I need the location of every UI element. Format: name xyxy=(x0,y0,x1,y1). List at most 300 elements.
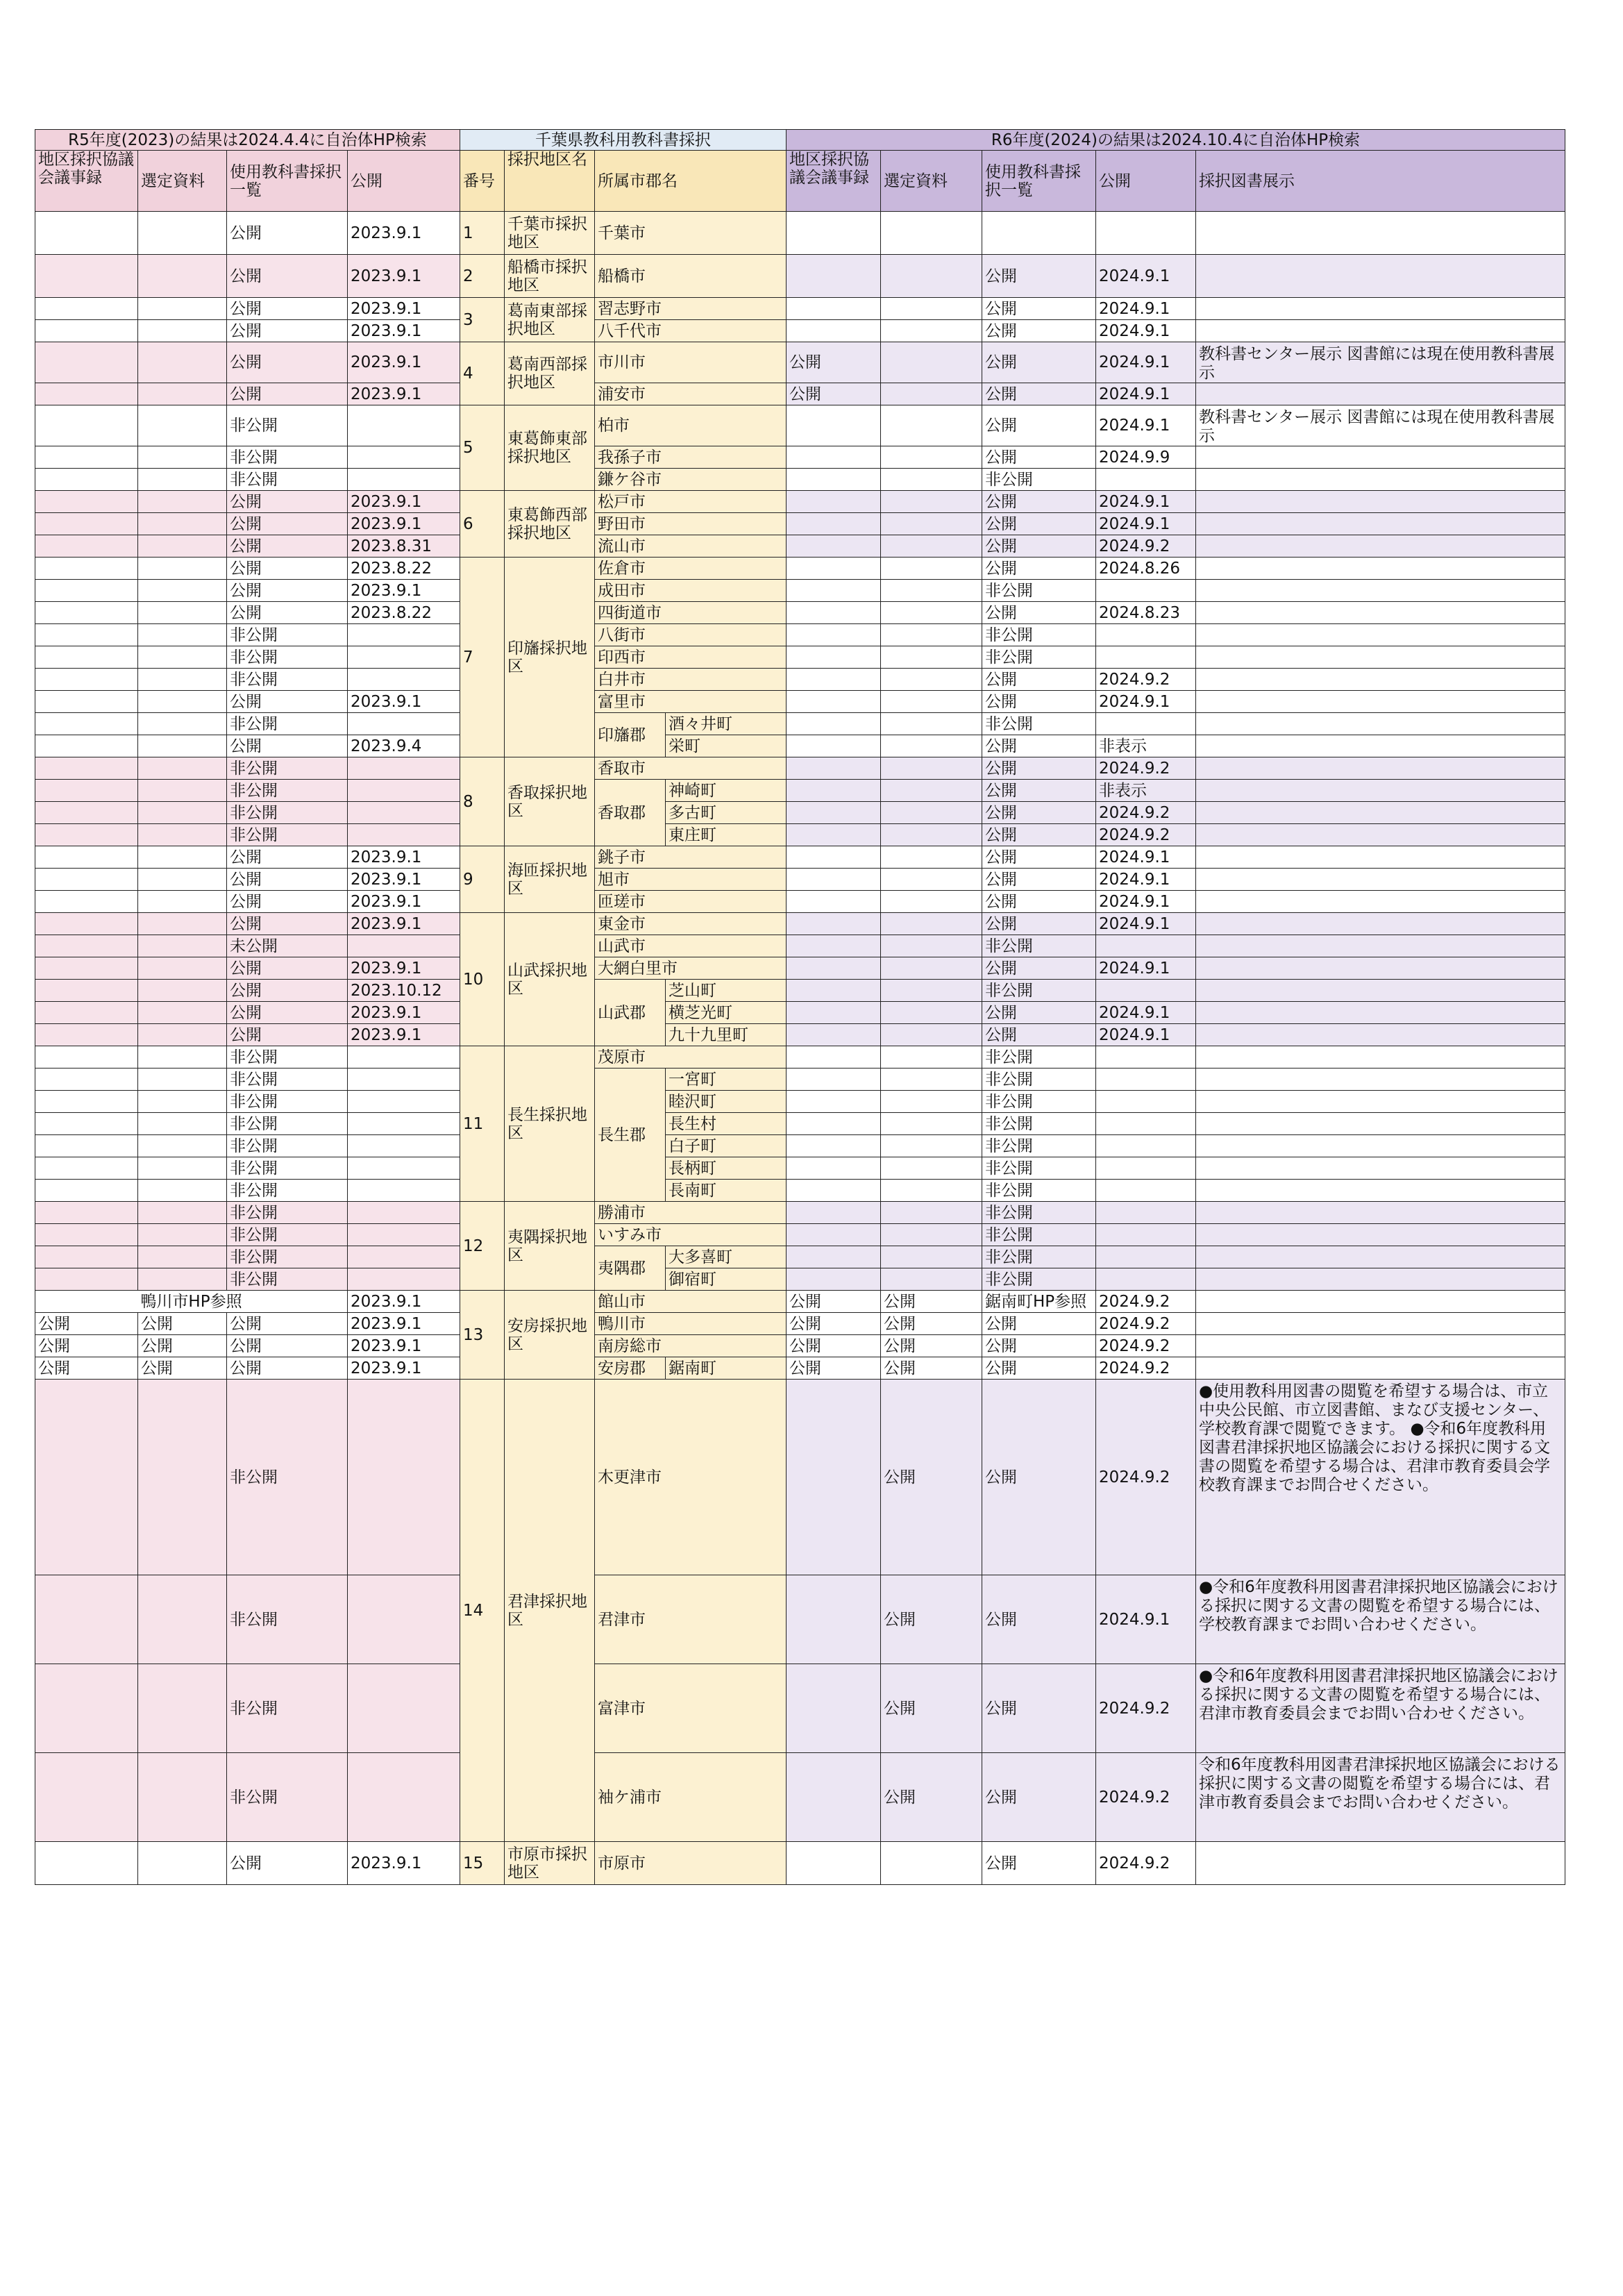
r6-list-cell: 公開 xyxy=(982,513,1096,535)
r6-list-cell: 公開 xyxy=(982,1575,1096,1664)
r6-selection-cell xyxy=(881,1113,982,1135)
r5-selection-cell xyxy=(138,1135,227,1157)
r6-date-cell: 2024.9.1 xyxy=(1096,891,1196,913)
r5-list-cell: 公開 xyxy=(227,980,348,1002)
municipality-cell: 長南町 xyxy=(666,1180,787,1202)
table-row xyxy=(35,1091,1565,1113)
r5-list-cell: 非公開 xyxy=(227,1180,348,1202)
r5-minutes-cell xyxy=(35,669,138,691)
r5-date-cell: 2023.9.1 xyxy=(348,869,460,891)
r5-minutes-cell xyxy=(35,1157,138,1180)
r6-exhibit-cell xyxy=(1196,869,1565,891)
r6-list-cell: 公開 xyxy=(982,669,1096,691)
r5-list-cell: 公開 xyxy=(227,491,348,513)
r6-list-cell: 非公開 xyxy=(982,624,1096,646)
r6-selection-cell xyxy=(881,802,982,824)
r6-selection-cell: 公開 xyxy=(881,1753,982,1842)
r6-selection-cell xyxy=(881,558,982,580)
municipality-cell: 館山市 xyxy=(595,1291,787,1313)
r6-list-cell: 公開 xyxy=(982,491,1096,513)
r5-list-cell: 公開 xyxy=(227,1024,348,1046)
r5-date-cell xyxy=(348,405,460,446)
r6-exhibit-cell xyxy=(1196,1842,1565,1885)
r5-minutes-cell xyxy=(35,1091,138,1113)
header-number: 番号 xyxy=(460,151,505,212)
r6-selection-cell: 公開 xyxy=(881,1575,982,1664)
r5-minutes-cell xyxy=(35,383,138,405)
r5-selection-cell xyxy=(138,935,227,957)
r6-date-cell xyxy=(1096,1091,1196,1113)
r6-date-cell xyxy=(1096,1113,1196,1135)
table-row xyxy=(35,1380,1565,1575)
r6-selection-cell xyxy=(881,913,982,935)
r5-minutes-cell xyxy=(35,580,138,602)
number-cell: 4 xyxy=(460,342,505,405)
r5-selection-cell xyxy=(138,1380,227,1575)
r5-selection-cell xyxy=(138,1157,227,1180)
r6-list-cell: 非公開 xyxy=(982,1268,1096,1291)
r5-selection-cell xyxy=(138,780,227,802)
r6-selection-cell xyxy=(881,1246,982,1268)
municipality-cell: 栄町 xyxy=(666,735,787,757)
r5-minutes-cell xyxy=(35,624,138,646)
r5-selection-cell xyxy=(138,342,227,383)
county-cell: 安房郡 xyxy=(595,1357,666,1380)
r5-minutes-cell xyxy=(35,446,138,469)
r5-date-cell: 2023.9.1 xyxy=(348,1002,460,1024)
r6-date-cell xyxy=(1096,580,1196,602)
r5-list-cell: 非公開 xyxy=(227,1575,348,1664)
r5-list-cell: 公開 xyxy=(227,691,348,713)
r6-date-cell: 2024.8.26 xyxy=(1096,558,1196,580)
r5-selection-cell xyxy=(138,580,227,602)
r5-list-cell: 公開 xyxy=(227,602,348,624)
r6-minutes-cell xyxy=(787,1664,881,1753)
r6-exhibit-cell xyxy=(1196,1046,1565,1069)
municipality-cell: 銚子市 xyxy=(595,846,787,869)
r6-date-cell: 2024.9.1 xyxy=(1096,869,1196,891)
r5-list-cell: 公開 xyxy=(227,535,348,558)
r6-date-cell xyxy=(1096,1202,1196,1224)
table-row xyxy=(35,646,1565,669)
r6-minutes-cell xyxy=(787,980,881,1002)
table-row xyxy=(35,780,1565,802)
table-row xyxy=(35,446,1565,469)
r6-minutes-cell xyxy=(787,320,881,342)
r5-list-cell: 公開 xyxy=(227,383,348,405)
r5-date-cell xyxy=(348,1575,460,1664)
table-row xyxy=(35,1753,1565,1842)
number-cell: 1 xyxy=(460,212,505,255)
r6-date-cell: 2024.9.1 xyxy=(1096,491,1196,513)
municipality-cell: 旭市 xyxy=(595,869,787,891)
r5-minutes-cell xyxy=(35,735,138,757)
r5-minutes-cell xyxy=(35,869,138,891)
r5-date-cell: 2023.9.1 xyxy=(348,342,460,383)
r5-date-cell xyxy=(348,1202,460,1224)
r5-list-cell: 公開 xyxy=(227,1313,348,1335)
county-cell: 印旛郡 xyxy=(595,713,666,757)
r6-minutes-cell xyxy=(787,802,881,824)
r6-selection-cell xyxy=(881,624,982,646)
municipality-cell: 一宮町 xyxy=(666,1069,787,1091)
r6-exhibit-cell xyxy=(1196,1246,1565,1268)
r5-minutes-cell xyxy=(35,558,138,580)
r5-selection-cell xyxy=(138,1046,227,1069)
r6-minutes-cell xyxy=(787,1202,881,1224)
r6-date-cell: 2024.9.2 xyxy=(1096,1753,1196,1842)
table-row xyxy=(35,713,1565,735)
r6-minutes-cell xyxy=(787,1002,881,1024)
r5-minutes-cell xyxy=(35,1113,138,1135)
r6-selection-cell xyxy=(881,212,982,255)
r5-list-cell: 公開 xyxy=(227,320,348,342)
r5-date-cell xyxy=(348,1380,460,1575)
r5-minutes-cell xyxy=(35,1180,138,1202)
municipality-cell: 鴨川市 xyxy=(595,1313,787,1335)
r5-date-cell xyxy=(348,1069,460,1091)
municipality-cell: 袖ケ浦市 xyxy=(595,1753,787,1842)
municipality-cell: 芝山町 xyxy=(666,980,787,1002)
r6-selection-cell xyxy=(881,691,982,713)
r5-minutes-cell xyxy=(35,491,138,513)
r5-date-cell: 2023.9.1 xyxy=(348,1842,460,1885)
municipality-cell: 香取市 xyxy=(595,757,787,780)
r5-selection-cell xyxy=(138,891,227,913)
r5-minutes-cell xyxy=(35,1246,138,1268)
r6-date-cell: 2024.9.1 xyxy=(1096,913,1196,935)
district-cell: 船橋市採択地区 xyxy=(505,255,595,298)
district-cell: 千葉市採択地区 xyxy=(505,212,595,255)
r6-date-cell: 2024.9.1 xyxy=(1096,405,1196,446)
table-row xyxy=(35,846,1565,869)
header-r5-list: 使用教科書採択一覧 xyxy=(227,151,348,212)
r6-exhibit-cell xyxy=(1196,1157,1565,1180)
r6-minutes-cell xyxy=(787,624,881,646)
r6-minutes-cell xyxy=(787,298,881,320)
municipality-cell: 多古町 xyxy=(666,802,787,824)
r6-selection-cell xyxy=(881,405,982,446)
district-cell: 長生採択地区 xyxy=(505,1046,595,1202)
r6-minutes-cell: 公開 xyxy=(787,1291,881,1313)
r6-minutes-cell xyxy=(787,713,881,735)
adoption-table xyxy=(35,129,1565,1885)
r6-list-cell: 公開 xyxy=(982,602,1096,624)
r6-selection-cell xyxy=(881,469,982,491)
r6-selection-cell xyxy=(881,735,982,757)
r6-date-cell: 2024.9.2 xyxy=(1096,1291,1196,1313)
r5-list-cell: 非公開 xyxy=(227,405,348,446)
municipality-cell: 木更津市 xyxy=(595,1380,787,1575)
r5-date-cell: 2023.9.1 xyxy=(348,212,460,255)
r6-list-cell: 公開 xyxy=(982,405,1096,446)
r5-minutes-cell xyxy=(35,913,138,935)
r5-selection-cell xyxy=(138,513,227,535)
r5-selection-cell xyxy=(138,212,227,255)
r5-minutes-cell xyxy=(35,405,138,446)
r6-list-cell: 公開 xyxy=(982,1380,1096,1575)
table-row xyxy=(35,342,1565,383)
r6-selection-cell xyxy=(881,891,982,913)
r5-date-cell: 2023.9.1 xyxy=(348,846,460,869)
r6-exhibit-cell xyxy=(1196,980,1565,1002)
r6-list-cell: 非公開 xyxy=(982,1113,1096,1135)
municipality-cell: 東庄町 xyxy=(666,824,787,846)
r6-minutes-cell xyxy=(787,780,881,802)
r5-list-cell: 非公開 xyxy=(227,1246,348,1268)
municipality-cell: 八街市 xyxy=(595,624,787,646)
r5-banner: R5年度(2023)の結果は2024.4.4に自治体HP検索 xyxy=(35,130,460,151)
r6-selection-cell: 公開 xyxy=(881,1291,982,1313)
r5-date-cell: 2023.9.4 xyxy=(348,735,460,757)
r5-list-cell: 公開 xyxy=(227,298,348,320)
r5-date-cell: 2023.9.1 xyxy=(348,1357,460,1380)
municipality-cell: 鎌ケ谷市 xyxy=(595,469,787,491)
r6-exhibit-cell xyxy=(1196,255,1565,298)
municipality-cell: 富里市 xyxy=(595,691,787,713)
r6-list-cell: 非公開 xyxy=(982,1157,1096,1180)
table-row xyxy=(35,1224,1565,1246)
r6-selection-cell xyxy=(881,298,982,320)
municipality-cell: 印西市 xyxy=(595,646,787,669)
r6-exhibit-cell xyxy=(1196,1180,1565,1202)
r6-selection-cell xyxy=(881,1069,982,1091)
municipality-cell: 成田市 xyxy=(595,580,787,602)
r6-exhibit-cell xyxy=(1196,1202,1565,1224)
r6-minutes-cell xyxy=(787,1180,881,1202)
table-row xyxy=(35,405,1565,446)
municipality-cell: 流山市 xyxy=(595,535,787,558)
r5-selection-cell xyxy=(138,1268,227,1291)
r5-list-cell: 公開 xyxy=(227,735,348,757)
r5-selection-cell xyxy=(138,1180,227,1202)
table-row xyxy=(35,891,1565,913)
r5-list-cell: 公開 xyxy=(227,957,348,980)
municipality-cell: 白子町 xyxy=(666,1135,787,1157)
table-row xyxy=(35,383,1565,405)
table-row xyxy=(35,1046,1565,1069)
table-row xyxy=(35,824,1565,846)
r6-list-cell: 公開 xyxy=(982,869,1096,891)
r6-minutes-cell xyxy=(787,1135,881,1157)
r5-date-cell: 2023.9.1 xyxy=(348,383,460,405)
r5-selection-cell xyxy=(138,405,227,446)
r5-minutes-cell xyxy=(35,757,138,780)
r6-date-cell: 2024.9.2 xyxy=(1096,802,1196,824)
r5-minutes-cell xyxy=(35,1069,138,1091)
r5-selection-cell xyxy=(138,535,227,558)
r5-list-cell: 公開 xyxy=(227,513,348,535)
r6-list-cell: 非公開 xyxy=(982,1135,1096,1157)
r6-exhibit-cell xyxy=(1196,1313,1565,1335)
r6-selection-cell xyxy=(881,1091,982,1113)
r6-minutes-cell: 公開 xyxy=(787,342,881,383)
municipality-cell: 長生村 xyxy=(666,1113,787,1135)
r5-list-cell: 公開 xyxy=(227,846,348,869)
municipality-cell: 船橋市 xyxy=(595,255,787,298)
r6-date-cell: 2024.9.1 xyxy=(1096,1575,1196,1664)
r6-list-cell: 公開 xyxy=(982,1335,1096,1357)
r6-selection-cell xyxy=(881,446,982,469)
district-cell: 印旛採択地区 xyxy=(505,558,595,757)
table-row xyxy=(35,320,1565,342)
r5-selection-cell xyxy=(138,469,227,491)
municipality-cell: 茂原市 xyxy=(595,1046,787,1069)
r5-list-cell: 公開 xyxy=(227,1357,348,1380)
r5-list-cell: 非公開 xyxy=(227,1664,348,1753)
r5-minutes-cell xyxy=(35,1135,138,1157)
r6-date-cell: 2024.9.1 xyxy=(1096,1002,1196,1024)
r5-minutes-cell xyxy=(35,980,138,1002)
r5-date-cell xyxy=(348,669,460,691)
municipality-cell: 市川市 xyxy=(595,342,787,383)
r5-selection-cell: 公開 xyxy=(138,1357,227,1380)
r5-minutes-cell xyxy=(35,1224,138,1246)
r5-list-cell: 公開 xyxy=(227,1842,348,1885)
r6-list-cell xyxy=(982,212,1096,255)
number-cell: 3 xyxy=(460,298,505,342)
r6-selection-cell xyxy=(881,580,982,602)
district-cell: 葛南東部採択地区 xyxy=(505,298,595,342)
table-row xyxy=(35,980,1565,1002)
r6-selection-cell xyxy=(881,320,982,342)
table-row xyxy=(35,1357,1565,1380)
r6-date-cell xyxy=(1096,1069,1196,1091)
r6-list-cell: 公開 xyxy=(982,780,1096,802)
r6-list-cell: 非公開 xyxy=(982,1180,1096,1202)
r6-minutes-cell xyxy=(787,1380,881,1575)
r5-date-cell xyxy=(348,1113,460,1135)
table-row xyxy=(35,1313,1565,1335)
r5-date-cell: 2023.8.22 xyxy=(348,602,460,624)
r6-minutes-cell xyxy=(787,869,881,891)
table-row xyxy=(35,935,1565,957)
r6-list-cell: 公開 xyxy=(982,320,1096,342)
r5-selection-cell xyxy=(138,1024,227,1046)
r6-minutes-cell xyxy=(787,757,881,780)
r6-list-cell: 公開 xyxy=(982,757,1096,780)
municipality-cell: 匝瑳市 xyxy=(595,891,787,913)
r5-list-cell: 非公開 xyxy=(227,1069,348,1091)
r6-minutes-cell xyxy=(787,1091,881,1113)
r6-exhibit-cell xyxy=(1196,1268,1565,1291)
r5-list-cell: 非公開 xyxy=(227,1091,348,1113)
r6-minutes-cell xyxy=(787,1575,881,1664)
r6-minutes-cell xyxy=(787,1113,881,1135)
r5-selection-cell xyxy=(138,846,227,869)
r5-selection-cell xyxy=(138,669,227,691)
r6-minutes-cell xyxy=(787,491,881,513)
r6-exhibit-cell xyxy=(1196,535,1565,558)
r5-date-cell xyxy=(348,1246,460,1268)
r6-list-cell: 非公開 xyxy=(982,1202,1096,1224)
r5-selection-cell xyxy=(138,624,227,646)
r5-list-cell: 非公開 xyxy=(227,757,348,780)
r5-selection-cell xyxy=(138,1575,227,1664)
r5-selection-cell xyxy=(138,1002,227,1024)
r5-minutes-cell xyxy=(35,535,138,558)
r5-selection-cell xyxy=(138,980,227,1002)
county-cell: 香取郡 xyxy=(595,780,666,846)
r6-minutes-cell xyxy=(787,446,881,469)
r5-date-cell xyxy=(348,1135,460,1157)
header-district: 採択地区名 xyxy=(505,151,595,212)
table-row xyxy=(35,735,1565,757)
r6-list-cell: 公開 xyxy=(982,824,1096,846)
r6-selection-cell xyxy=(881,535,982,558)
r5-date-cell xyxy=(348,780,460,802)
r6-exhibit-cell xyxy=(1196,383,1565,405)
r6-exhibit-cell xyxy=(1196,913,1565,935)
r5-selection-cell xyxy=(138,602,227,624)
table-row xyxy=(35,957,1565,980)
district-cell: 安房採択地区 xyxy=(505,1291,595,1380)
r6-selection-cell xyxy=(881,1157,982,1180)
r6-minutes-cell xyxy=(787,1753,881,1842)
r6-date-cell xyxy=(1096,935,1196,957)
r6-minutes-cell xyxy=(787,405,881,446)
r6-date-cell xyxy=(1096,1268,1196,1291)
r5-date-cell: 2023.9.1 xyxy=(348,255,460,298)
municipality-cell: 東金市 xyxy=(595,913,787,935)
r6-exhibit-cell xyxy=(1196,1024,1565,1046)
r6-date-cell: 2024.9.2 xyxy=(1096,535,1196,558)
table-row xyxy=(35,1335,1565,1357)
r6-minutes-cell xyxy=(787,1842,881,1885)
number-cell: 6 xyxy=(460,491,505,558)
r6-selection-cell: 公開 xyxy=(881,1664,982,1753)
r5-list-cell: 非公開 xyxy=(227,1202,348,1224)
r5-date-cell xyxy=(348,624,460,646)
header-r5-selection: 選定資料 xyxy=(138,151,227,212)
header-r6-selection: 選定資料 xyxy=(881,151,982,212)
r6-list-cell: 公開 xyxy=(982,1357,1096,1380)
table-row xyxy=(35,1575,1565,1664)
r5-date-cell: 2023.9.1 xyxy=(348,1335,460,1357)
r5-selection-cell xyxy=(138,1842,227,1885)
r6-list-cell: 公開 xyxy=(982,342,1096,383)
table-row xyxy=(35,513,1565,535)
county-cell: 長生郡 xyxy=(595,1069,666,1202)
r6-exhibit-cell xyxy=(1196,1357,1565,1380)
r5-date-cell: 2023.9.1 xyxy=(348,1313,460,1335)
r6-date-cell: 2024.9.2 xyxy=(1096,1380,1196,1575)
r5-list-cell: 非公開 xyxy=(227,446,348,469)
r5-date-cell xyxy=(348,1268,460,1291)
r6-list-cell: 公開 xyxy=(982,1842,1096,1885)
district-cell: 君津採択地区 xyxy=(505,1380,595,1842)
r5-minutes-cell xyxy=(35,846,138,869)
r5-date-cell xyxy=(348,1046,460,1069)
r5-minutes-cell xyxy=(35,1202,138,1224)
r5-selection-cell xyxy=(138,691,227,713)
r5-selection-cell xyxy=(138,1224,227,1246)
county-cell: 山武郡 xyxy=(595,980,666,1046)
municipality-cell: 市原市 xyxy=(595,1842,787,1885)
r5-minutes-cell xyxy=(35,1002,138,1024)
table-row xyxy=(35,1157,1565,1180)
r6-exhibit-cell xyxy=(1196,780,1565,802)
r5-date-cell xyxy=(348,1157,460,1180)
table-row xyxy=(35,669,1565,691)
r6-banner: R6年度(2024)の結果は2024.10.4に自治体HP検索 xyxy=(787,130,1565,151)
r6-minutes-cell xyxy=(787,891,881,913)
number-cell: 7 xyxy=(460,558,505,757)
table-row xyxy=(35,624,1565,646)
number-cell: 14 xyxy=(460,1380,505,1842)
r6-date-cell: 2024.9.1 xyxy=(1096,255,1196,298)
table-row xyxy=(35,535,1565,558)
